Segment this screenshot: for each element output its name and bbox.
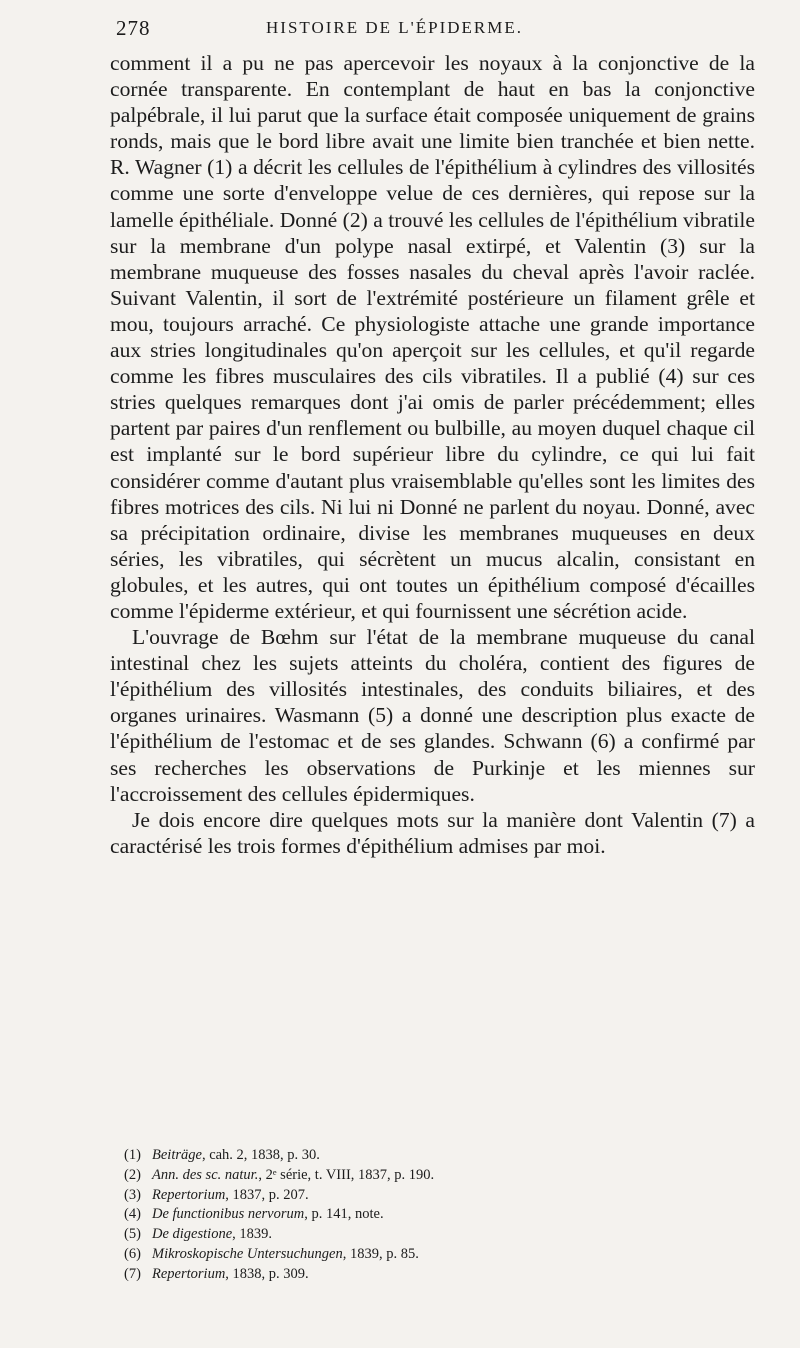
footnote-number: (1) <box>124 1147 141 1163</box>
page-number: 278 <box>116 16 151 40</box>
running-title: HISTOIRE DE L'ÉPIDERME. <box>266 18 523 37</box>
footnote-details: , 1839. <box>232 1226 273 1243</box>
paragraph: L'ouvrage de Bœhm sur l'état de la membrane muqueuse du canal intestinal chez les sujets atteints du choléra, contient des figures de l'épithélium des villosités intestinales, des conduits biliaires, et des organes urinaires. Wasmann (5) a donné une description plus exacte de l'épithélium de l'estomac et de ses glandes. Schwann (6) a confirmé par ses recherches les observations de Purkinje et les miennes sur l'accroissement des cellules épidermiques. <box>110 625 755 806</box>
footnote <box>124 1205 764 1225</box>
footnote <box>124 1186 764 1206</box>
footnote <box>124 1265 764 1285</box>
footnote-number: (6) <box>124 1245 141 1262</box>
footnote-details: , cah. 2, 1838, p. 30. <box>201 1147 320 1163</box>
footnote-title: Repertorium <box>152 1265 226 1282</box>
footnote <box>124 1146 764 1166</box>
footnote <box>124 1166 764 1186</box>
footnote-number: (5) <box>124 1226 141 1243</box>
body-text <box>110 50 755 859</box>
footnote-details: , 2ᵉ série, t. VIII, 1837, p. 190. <box>258 1166 435 1183</box>
footnote-title: Mikroskopische Untersuchungen <box>152 1245 343 1262</box>
footnote-title: Ann. des sc. natur. <box>152 1166 259 1183</box>
page-header <box>116 14 756 44</box>
footnote-details: , 1838, p. 309. <box>225 1265 309 1282</box>
footnote-title: Repertorium <box>152 1186 226 1203</box>
footnote <box>124 1225 764 1245</box>
footnote-number: (2) <box>124 1166 141 1183</box>
footnote-title: De functionibus nervorum <box>152 1206 305 1223</box>
footnote-title: De digestione <box>152 1226 233 1243</box>
footnote-title: Beiträge <box>152 1147 202 1163</box>
paragraph: comment il a pu ne pas apercevoir les noyaux à la conjonctive de la cornée transparente. En contemplant de haut en bas la conjonctive palpébrale, il lui parut que la surface était composée uniquement de grains ronds, mais que le bord libre avait une limite bien tranchée et bien nette. R. Wagner (1) a décrit les cellules de l'épithélium à cylindres des villosités comme une sorte d'enveloppe velue de ces dernières, qui repose sur la lamelle épithéliale. Donné (2) a trouvé les cellules de l'épithélium vibratile sur la membrane d'un polype nasal extirpé, et Valentin (3) sur la membrane muqueuse des fosses nasales du cheval après l'avoir raclée. Suivant Valentin, il sort de l'extrémité postérieure un filament grêle et mou, toujours arraché. Ce physiologiste attache une grande importance aux stries longitudinales qu'on aperçoit sur les cellules, et qu'il regarde comme les fibres musculaires des cils vibratiles. Il a publié (4) sur ces stries quelques remarques dont j'ai omis de parler précédemment; elles partent par paires d'un renflement ou bulbille, au moyen duquel chaque cil est implanté sur le bord supérieur libre du cylindre, ce qui lui fait considérer comme d'autant plus vraisemblable qu'elles sont les limites des fibres motrices des cils. Ni lui ni Donné ne parlent du noyau. Donné, avec sa précipitation ordinaire, divise les membranes muqueuses en deux séries, les vibratiles, qui sécrètent un mucus alcalin, consistant en globules, et les autres, qui ont toutes un épithélium composé d'écailles comme l'épiderme extérieur, et qui fournissent une sécrétion acide. <box>110 51 755 623</box>
footnote-details: , 1839, p. 85. <box>342 1245 419 1262</box>
footnote-number: (3) <box>124 1186 141 1203</box>
footnotes <box>124 1146 764 1285</box>
footnote-details: , 1837, p. 207. <box>225 1186 309 1203</box>
footnote-number: (7) <box>124 1265 141 1282</box>
footnote-details: , p. 141, note. <box>304 1206 384 1223</box>
footnote-number: (4) <box>124 1206 141 1223</box>
footnote <box>124 1245 764 1265</box>
paragraph: Je dois encore dire quelques mots sur la manière dont Valentin (7) a caractérisé les trois formes d'épithélium admises par moi. <box>110 807 755 858</box>
